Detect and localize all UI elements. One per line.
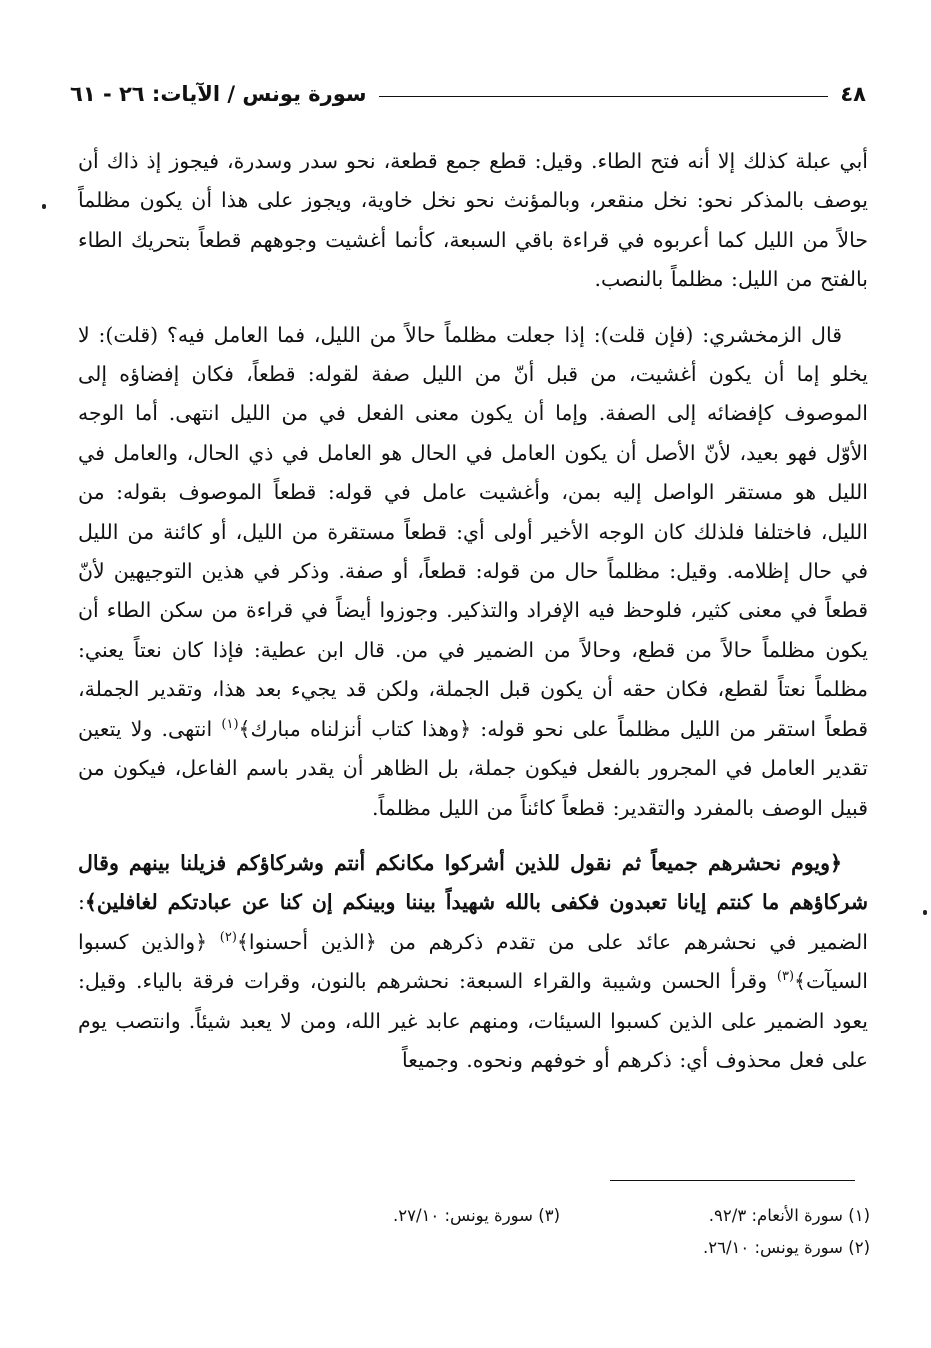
verse-commentary-c: وقرأ الحسن وشيبة والقراء السبعة: نحشرهم بالنون، وقرات فرقة بالياء. وقيل: يعود الضمير على الذين كسبوا السيئات، ومنهم عابد غير الله، ومن لا يعبد شيئاً. وانتصب يوم على فعل محذوف أي: ذكرهم أو خوفهم ونحوه. وجميعاً	[78, 969, 868, 1072]
quran-verse: ﴿ويوم نحشرهم جميعاً ثم نقول للذين أشركوا مكانكم أنتم وشركاؤكم فزيلنا بينهم وقال شركاؤهم ما كنتم إيانا تعبدون فكفى بالله شهيداً بيننا وبينكم إن كنا عن عبادتكم لغافلين﴾	[78, 850, 868, 915]
footnote-3: (٣) سورة يونس: ٢٧/١٠.	[392, 1206, 560, 1225]
running-title: سورة يونس / الآيات: ٢٦ - ٦١	[70, 82, 367, 106]
footnote-1: (١) سورة الأنعام: ٩٢/٣.	[708, 1206, 870, 1225]
paragraph-1: أبي عبلة كذلك إلا أنه فتح الطاء. وقيل: قطع جمع قطعة، نحو سدر وسدرة، فيجوز إذ ذاك أن يوصف بالمذكر نحو: نخل منقعر، وبالمؤنث نحو نخل خاوية، ويجوز على هذا أن يكون مظلماً حالاً من الليل كما أعربوه في قراءة باقي السبعة، كأنما أغشيت وجوههم قطعاً بتحريك الطاء بالفتح من الليل: مظلماً بالنصب.	[78, 149, 868, 292]
paragraph-2	[78, 316, 868, 828]
footnote-rule	[610, 1180, 855, 1181]
scan-speck	[42, 204, 46, 209]
page-number: ٤٨	[840, 82, 866, 106]
paragraph-2-text: قال الزمخشري: (فإن قلت): إذا جعلت مظلماً حالاً من الليل، فما العامل فيه؟ (قلت): لا يخلو إما أن يكون أغشيت، من قبل أنّ من الليل صفة لقوله: قطعاً، فكان إفضاؤه إلى الموصوف كإفضائه إلى الصفة. وإما أن يكون معنى الفعل في من الليل انتهى. أما الوجه الأوّل فهو بعيد، لأنّ الأصل أن يكون العامل في الحال هو العامل في ذي الحال، والعامل في الليل هو مستقر الواصل إليه بمن، وأغشيت عامل في قوله: قطعاً الموصوف بقوله: من الليل، فاختلفا فلذلك كان الوجه الأخير أولى أي: قطعاً مستقرة من الليل، أو كائنة من الليل في حال إظلامه. وقيل: مظلماً حال من قوله: قطعاً، أو صفة. وذكر في هذين التوجيهين لأنّ قطعاً في معنى كثير، فلوحظ فيه الإفراد والتذكير. وجوزوا أيضاً في قراءة من سكن الطاء أن يكون مظلماً حالاً من قطع، وحالاً من الضمير في من. قال ابن عطية: فإذا كان نعتاً يعني: مظلماً نعتاً لقطع، فكان حقه أن يكون قبل الجملة، ولكن قد يجيء بعد هذا، وتقدير الجملة، قطعاً استقر من الليل مظلماً على نحو قوله: ﴿وهذا كتاب أنزلناه مبارك﴾	[78, 322, 868, 741]
paragraph-gap	[78, 300, 868, 316]
paragraph-gap	[78, 828, 868, 844]
footnote-2: (٢) سورة يونس: ٢٦/١٠.	[702, 1238, 870, 1257]
footnote-marker-2: (٢)	[219, 929, 237, 945]
footnote-marker-3: (٣)	[776, 969, 795, 985]
footnote-row	[70, 1200, 870, 1232]
verse-paragraph	[78, 844, 868, 1080]
footnote-marker-1: (١)	[221, 716, 239, 732]
footnote-row	[70, 1232, 870, 1264]
paragraph-2-tail: انتهى. ولا يتعين تقدير العامل في المجرور بالفعل فيكون جملة، بل الظاهر أن يقدر باسم الفاعل، فيكون من قبيل الوصف بالمفرد والتقدير: قطعاً كائناً من الليل مظلماً.	[78, 716, 868, 820]
verse-commentary-b: ﴿والذين كسبوا السيآت﴾	[78, 929, 868, 994]
body-text	[78, 142, 868, 1080]
footnotes	[70, 1200, 870, 1264]
scan-speck	[923, 910, 927, 915]
page-header	[70, 74, 866, 114]
header-rule	[379, 96, 829, 97]
verse-commentary-a: : الضمير في نحشرهم عائد على من تقدم ذكرهم من ﴿الذين أحسنوا﴾	[78, 890, 868, 954]
